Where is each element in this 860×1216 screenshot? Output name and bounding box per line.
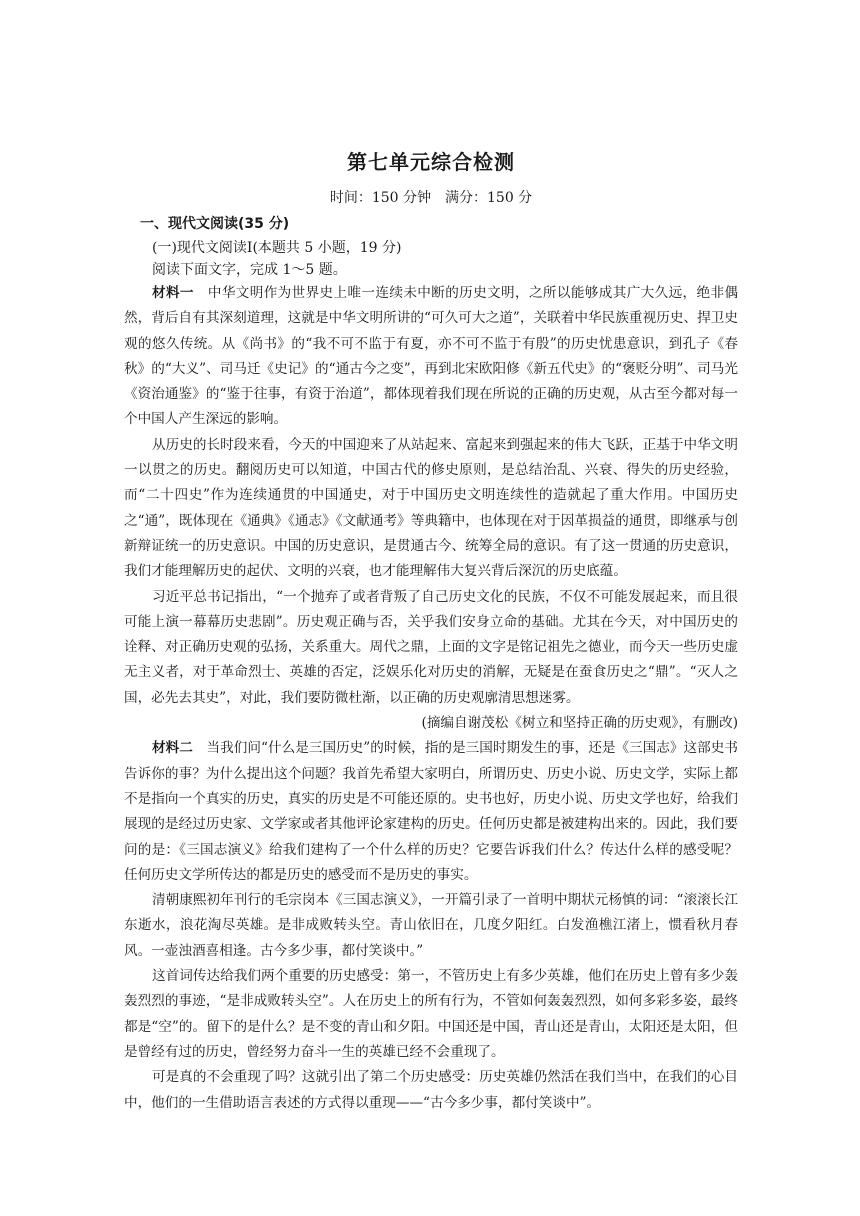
material-1-label: 材料一 bbox=[152, 285, 194, 301]
material-2-paragraph-1 bbox=[124, 736, 738, 888]
material-1-paragraph-3: 习近平总书记指出，“一个抛弃了或者背叛了自己历史文化的民族，不仅不可能发展起来，而且很可能上演一幕幕历史悲剧”。历史观正确与否，关乎我们安身立命的基础。尤其在今天，对中国历史的诠释、对正确历史观的弘扬，关系重大。周代之鼎，上面的文字是铭记祖先之德业，而今天一些历史虚无主义者，对于革命烈士、英雄的否定，泛娱乐化对历史的消解，无疑是在蚕食历史之“鼎”。“灭人之国，必先去其史”，对此，我们要防微杜渐，以正确的历史观廓清思想迷雾。 bbox=[124, 588, 738, 706]
exam-meta: 时间：150 分钟 满分：150 分 bbox=[329, 190, 533, 206]
subsection-heading: (一)现代文阅读Ⅰ(本题共 5 小题，19 分) bbox=[152, 240, 402, 256]
material-2-label: 材料二 bbox=[152, 740, 193, 757]
instruction: 阅读下面文字，完成 1～5 题。 bbox=[152, 262, 347, 278]
material-2-paragraph-3: 这首词传达给我们两个重要的历史感受：第一，不管历史上有多少英雄，他们在历史上曾有多少轰轰烈烈的事迹，“是非成败转头空”。人在历史上的所有行为，不管如何轰轰烈烈，如何多彩多姿，最终都是“空”的。留下的是什么？是不变的青山和夕阳。中国还是中国，青山还是青山，太阳还是太阳，但是曾经有过的历史，曾经努力奋斗一生的英雄已经不会重现了。 bbox=[124, 968, 738, 1060]
section-heading: 一、现代文阅读(35 分) bbox=[140, 216, 290, 232]
page-title: 第七单元综合检测 bbox=[347, 150, 515, 174]
document-page bbox=[124, 146, 738, 1116]
material-1-paragraph-1-text: 中华文明作为世界史上唯一连续未中断的历史文明，之所以能够成其广大久远，绝非偶然，背后自有其深刻道理，这就是中华文明所讲的“可久可大之道”，关联着中华民族重视历史、捍卫史观的悠久传统。从《尚书》的“我不可不监于有夏，亦不可不监于有殷”的历史忧患意识，到孔子《春秋》的“大义”、司马迁《史记》的“通古今之变”，再到北宋欧阳修《新五代史》的“褒贬分明”、司马光《资治通鉴》的“鉴于往事，有资于治道”，都体现着我们现在所说的正确的历史观，从古至今都对每一个中国人产生深远的影响。 bbox=[124, 285, 739, 428]
material-1-paragraph-1 bbox=[124, 281, 738, 433]
material-1-source: (摘编自谢茂松《树立和坚持正确的历史观》，有删改) bbox=[421, 715, 738, 732]
material-1-paragraph-2: 从历史的长时段来看，今天的中国迎来了从站起来、富起来到强起来的伟大飞跃，正基于中华文明一以贯之的历史。翻阅历史可以知道，中国古代的修史原则，是总结治乱、兴衰、得失的历史经验，而“二十四史”作为连续通贯的中国通史，对于中国历史文明连续性的造就起了重大作用。中国历史之“通”，既体现在《通典》《通志》《文献通考》等典籍中，也体现在对于因革损益的通贯，即继承与创新辩证统一的历史意识。中国的历史意识，是贯通古今、统筹全局的意识。有了这一贯通的历史意识，我们才能理解历史的起伏、文明的兴衰，也才能理解伟大复兴背后深沉的历史底蕴。 bbox=[124, 436, 738, 580]
material-2-paragraph-2: 清朝康熙初年刊行的毛宗岗本《三国志演义》，一开篇引录了一首明中期状元杨慎的词：“滚滚长江东逝水，浪花淘尽英雄。是非成败转头空。青山依旧在，几度夕阳红。白发渔樵江渚上，惯看秋月春风。一壶浊酒喜相逢。古今多少事，都付笑谈中。” bbox=[124, 892, 738, 959]
material-2-paragraph-4: 可是真的不会重现了吗？这就引出了第二个历史感受：历史英雄仍然活在我们当中，在我们的心目中，他们的一生借助语言表述的方式得以重现——“古今多少事，都付笑谈中”。 bbox=[124, 1069, 738, 1111]
material-2-paragraph-1-text: 当我们问“什么是三国历史”的时候，指的是三国时期发生的事，还是《三国志》这部史书告诉你的事？为什么提出这个问题？我首先希望大家明白，所谓历史、历史小说、历史文学，实际上都不是指向一个真实的历史，真实的历史是不可能还原的。史书也好，历史小说、历史文学也好，给我们展现的是经过历史家、文学家或者其他评论家建构的历史。任何历史都是被建构出来的。因此，我们要问的是：《三国志演义》给我们建构了一个什么样的历史？它要告诉我们什么？传达什么样的感受呢？任何历史文学所传达的都是历史的感受而不是历史的事实。 bbox=[124, 740, 739, 883]
